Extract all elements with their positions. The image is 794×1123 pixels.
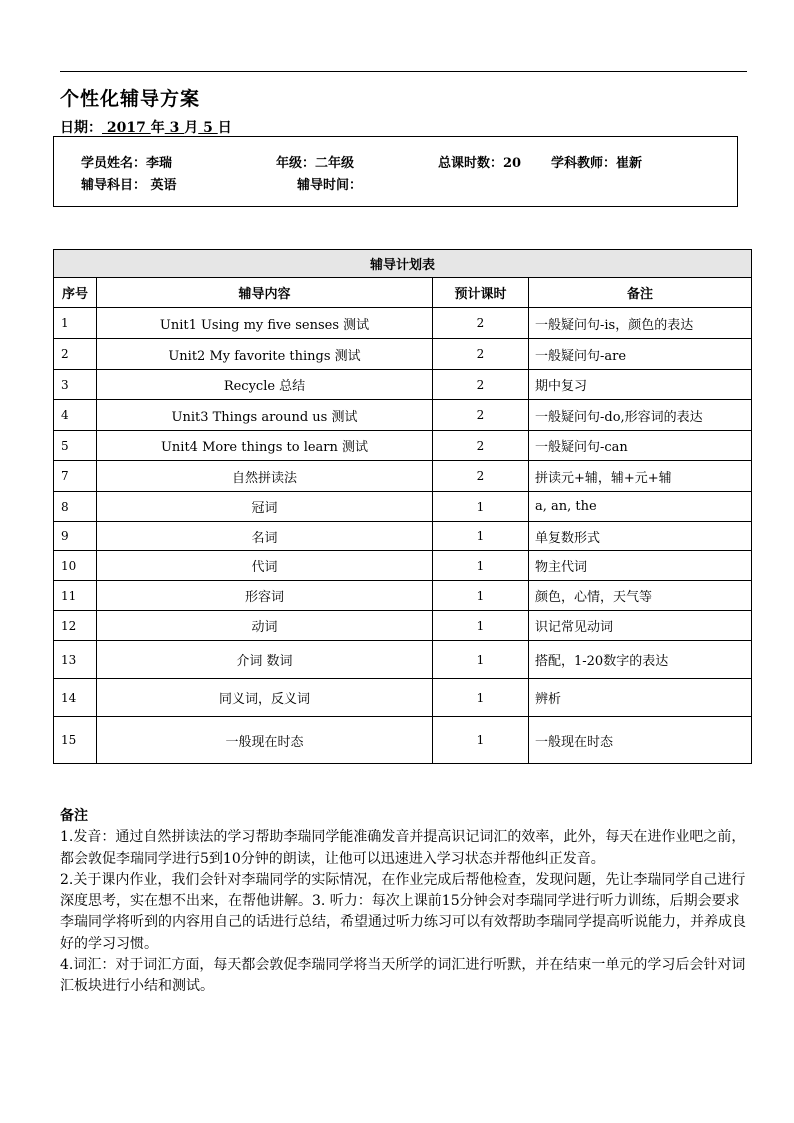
row-hours: 2 xyxy=(433,461,529,492)
plan-table-title: 辅导计划表 xyxy=(54,250,752,278)
table-row xyxy=(54,400,752,431)
table-row xyxy=(54,679,752,717)
row-no: 8 xyxy=(54,492,97,522)
row-hours: 1 xyxy=(433,641,529,679)
header-remark: 备注 xyxy=(529,278,752,308)
notes-section xyxy=(60,806,750,998)
row-remark: a, an, the xyxy=(529,492,752,522)
date-month-suffix: 月 xyxy=(184,120,199,136)
note-pronunciation: 1.发音：通过自然拼读法的学习帮助李瑞同学能准确发音并提高识记词汇的效率，此外，每天在进作业吧之前，都会敦促李瑞同学进行5到10分钟的朗读，让他可以迅速进入学习状态并帮他纠正发音。 xyxy=(60,829,746,867)
header-rule xyxy=(60,71,747,72)
row-remark: 辨析 xyxy=(529,679,752,717)
row-no: 2 xyxy=(54,339,97,370)
header-hours: 预计课时 xyxy=(433,278,529,308)
row-remark: 一般现在时态 xyxy=(529,717,752,764)
row-hours: 2 xyxy=(433,370,529,400)
student-info-box xyxy=(53,136,738,207)
row-content: Unit1 Using my five senses 测试 xyxy=(97,308,433,339)
table-row xyxy=(54,492,752,522)
table-row xyxy=(54,611,752,641)
row-content: 代词 xyxy=(97,551,433,581)
row-content: Unit4 More things to learn 测试 xyxy=(97,431,433,461)
table-row xyxy=(54,308,752,339)
row-no: 7 xyxy=(54,461,97,492)
plan-table-header-row xyxy=(54,278,752,308)
row-hours: 1 xyxy=(433,551,529,581)
row-remark: 拼读元+辅，辅+元+辅 xyxy=(529,461,752,492)
teacher: 学科教师：崔新 xyxy=(551,156,643,171)
table-row xyxy=(54,522,752,551)
subject: 辅导科目： 英语 xyxy=(81,178,177,193)
row-hours: 1 xyxy=(433,717,529,764)
row-remark: 一般疑问句-can xyxy=(529,431,752,461)
row-remark: 一般疑问句-is，颜色的表达 xyxy=(529,308,752,339)
table-row xyxy=(54,717,752,764)
row-no: 1 xyxy=(54,308,97,339)
total-hours: 总课时数：20 xyxy=(438,156,522,171)
row-no: 14 xyxy=(54,679,97,717)
row-content: Unit3 Things around us 测试 xyxy=(97,400,433,431)
date-line xyxy=(60,117,232,137)
row-remark: 一般疑问句-are xyxy=(529,339,752,370)
row-content: 介词 数词 xyxy=(97,641,433,679)
row-no: 15 xyxy=(54,717,97,764)
row-content: Unit2 My favorite things 测试 xyxy=(97,339,433,370)
table-row xyxy=(54,461,752,492)
date-year-suffix: 年 xyxy=(150,120,165,136)
row-content: 同义词，反义词 xyxy=(97,679,433,717)
row-hours: 1 xyxy=(433,679,529,717)
row-content: 动词 xyxy=(97,611,433,641)
row-hours: 2 xyxy=(433,431,529,461)
row-content: 冠词 xyxy=(97,492,433,522)
row-no: 10 xyxy=(54,551,97,581)
row-hours: 2 xyxy=(433,339,529,370)
row-hours: 1 xyxy=(433,581,529,611)
table-row xyxy=(54,581,752,611)
row-no: 5 xyxy=(54,431,97,461)
tutoring-time: 辅导时间： xyxy=(297,178,363,193)
row-no: 3 xyxy=(54,370,97,400)
row-content: 名词 xyxy=(97,522,433,551)
row-hours: 2 xyxy=(433,308,529,339)
row-no: 9 xyxy=(54,522,97,551)
row-hours: 1 xyxy=(433,611,529,641)
note-homework-listening: 2.关于课内作业，我们会针对李瑞同学的实际情况，在作业完成后帮他检查，发现问题，先让李瑞同学自己进行深度思考，实在想不出来，在帮他讲解。3. 听力：每次上课前15分钟会对李瑞同学进行听力训练，后期会要求李瑞同学将听到的内容用自己的话进行总结，希望通过听力练习可以有效帮助李瑞同学提高听说能力，并养成良好的学习习惯。 xyxy=(60,871,746,952)
row-remark: 搭配，1-20数字的表达 xyxy=(529,641,752,679)
student-name: 学员姓名：李瑞 xyxy=(81,156,173,171)
date-day-suffix: 日 xyxy=(217,120,232,136)
date-year: 2017 xyxy=(102,120,151,136)
date-month: 3 xyxy=(164,120,185,136)
plan-table xyxy=(53,249,752,764)
row-no: 12 xyxy=(54,611,97,641)
row-content: 自然拼读法 xyxy=(97,461,433,492)
table-row xyxy=(54,339,752,370)
notes-heading: 备注 xyxy=(60,808,88,824)
row-no: 13 xyxy=(54,641,97,679)
row-remark: 物主代词 xyxy=(529,551,752,581)
table-row xyxy=(54,370,752,400)
row-no: 4 xyxy=(54,400,97,431)
table-row xyxy=(54,641,752,679)
row-remark: 识记常见动词 xyxy=(529,611,752,641)
row-hours: 1 xyxy=(433,492,529,522)
plan-table-title-row xyxy=(54,250,752,278)
date-label: 日期： xyxy=(60,120,102,136)
row-content: 形容词 xyxy=(97,581,433,611)
row-remark: 期中复习 xyxy=(529,370,752,400)
row-no: 11 xyxy=(54,581,97,611)
date-day: 5 xyxy=(198,120,218,136)
row-content: 一般现在时态 xyxy=(97,717,433,764)
row-remark: 单复数形式 xyxy=(529,522,752,551)
table-row xyxy=(54,551,752,581)
row-remark: 颜色，心情，天气等 xyxy=(529,581,752,611)
note-vocabulary: 4.词汇：对于词汇方面，每天都会敦促李瑞同学将当天所学的词汇进行听默，并在结束一单元的学习后会针对词汇板块进行小结和测试。 xyxy=(60,957,746,995)
row-content: Recycle 总结 xyxy=(97,370,433,400)
document-title: 个性化辅导方案 xyxy=(60,88,201,110)
header-content: 辅导内容 xyxy=(97,278,433,308)
grade: 年级：二年级 xyxy=(276,156,355,171)
header-no: 序号 xyxy=(54,278,97,308)
row-hours: 2 xyxy=(433,400,529,431)
table-row xyxy=(54,431,752,461)
row-remark: 一般疑问句-do,形容词的表达 xyxy=(529,400,752,431)
row-hours: 1 xyxy=(433,522,529,551)
